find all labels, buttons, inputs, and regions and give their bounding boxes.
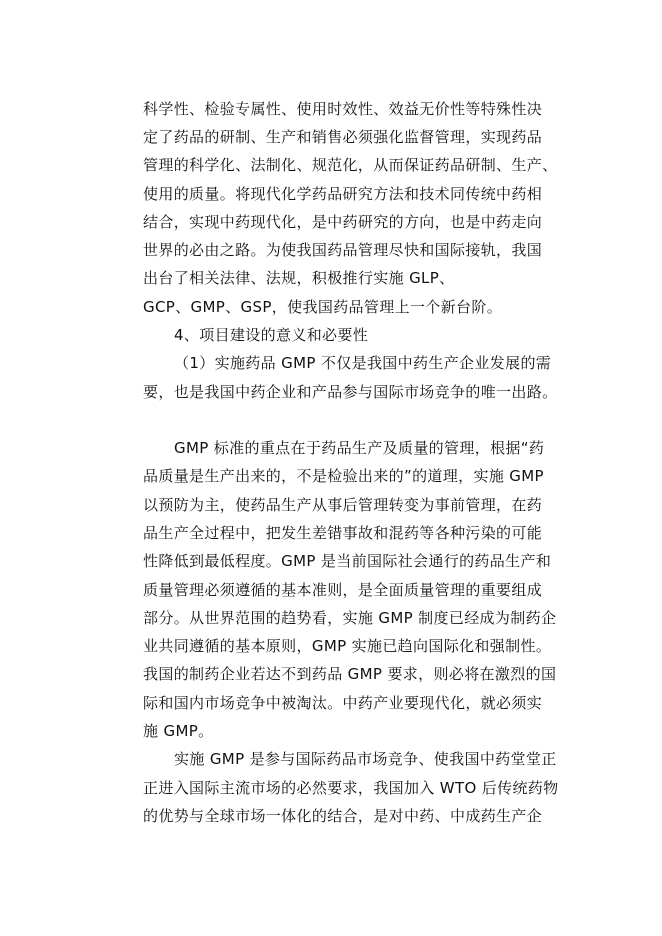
text-line: 科学性、检验专属性、使用时效性、效益无价性等特殊性决	[143, 100, 543, 118]
text-line: 施 GMP。	[143, 722, 214, 740]
text-line: 实施 GMP 是参与国际药品市场竞争、使我国中药堂堂正	[174, 750, 557, 768]
text-line: 性降低到最低程度。GMP 是当前国际社会通行的药品生产和	[143, 552, 552, 570]
text-line: 世界的必由之路。为使我国药品管理尽快和国际接轨，我国	[143, 241, 543, 259]
text-line: GMP 标准的重点在于药品生产及质量的管理，根据“药	[174, 439, 545, 457]
text-line: 管理的科学化、法制化、规范化，从而保证药品研制、生产、	[143, 156, 558, 174]
text-line: 部分。从世界范围的趋势看，实施 GMP 制度已经成为制药企	[143, 609, 557, 627]
text-line: 业共同遵循的基本原则，GMP 实施已趋向国际化和强制性。	[143, 637, 552, 655]
text-line: 我国的制药企业若达不到药品 GMP 要求，则必将在激烈的国	[143, 665, 557, 683]
subsection-heading-continuation: 要，也是我国中药企业和产品参与国际市场竞争的唯一出路。	[143, 383, 558, 401]
text-line: 的优势与全球市场一体化的结合，是对中药、中成药生产企	[143, 807, 543, 825]
subsection-heading: （1）实施药品 GMP 不仅是我国中药生产企业发展的需	[174, 354, 552, 372]
text-line: 出台了相关法律、法规，积极推行实施 GLP、	[143, 269, 455, 287]
text-line: GCP、GMP、GSP，使我国药品管理上一个新台阶。	[143, 298, 503, 316]
text-line: 正进入国际主流市场的必然要求，我国加入 WTO 后传统药物	[143, 779, 559, 797]
text-line: 定了药品的研制、生产和销售必须强化监督管理，实现药品	[143, 128, 543, 146]
text-line: 使用的质量。将现代化学药品研究方法和技术同传统中药相	[143, 185, 543, 203]
text-line: 结合，实现中药现代化，是中药研究的方向，也是中药走向	[143, 213, 543, 231]
text-line: 质量管理必须遵循的基本准则，是全面质量管理的重要组成	[143, 581, 543, 599]
section-heading: 4、项目建设的意义和必要性	[174, 326, 369, 344]
text-line: 际和国内市场竞争中被淘汰。中药产业要现代化，就必须实	[143, 694, 543, 712]
text-line: 品质量是生产出来的，不是检验出来的”的道理，实施 GMP	[143, 467, 544, 485]
text-line: 品生产全过程中，把发生差错事故和混药等各种污染的可能	[143, 524, 543, 542]
text-line: 以预防为主，使药品生产从事后管理转变为事前管理，在药	[143, 496, 543, 514]
